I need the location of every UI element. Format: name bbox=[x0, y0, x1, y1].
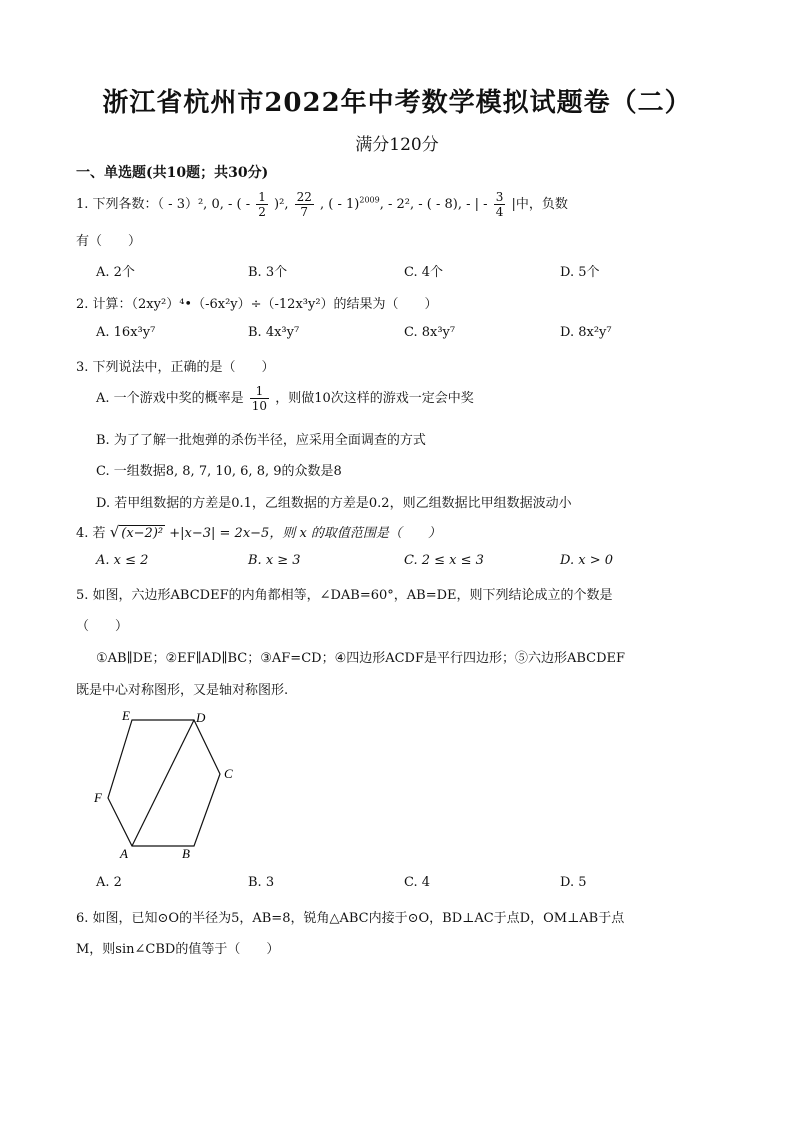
q1-option-c: C. 4个 bbox=[404, 265, 444, 280]
q2-option-b: B. 4x³y⁷ bbox=[248, 325, 300, 340]
q6-line2: M，则sin∠CBD的值等于（ ） bbox=[76, 942, 280, 957]
q4-option-c: C. 2 ≤ x ≤ 3 bbox=[404, 553, 484, 568]
q4-option-b: B. x ≥ 3 bbox=[248, 553, 301, 568]
hexagon-figure bbox=[86, 706, 246, 862]
q5-option-a: A. 2 bbox=[96, 875, 122, 890]
q1-text-mid1: )², bbox=[274, 197, 293, 212]
question-6: 6. 如图，已知⊙O的半径为5，AB=8，锐角△ABC内接于⊙O，BD⊥AC于点D，OM⊥AB于点 bbox=[76, 911, 625, 926]
question-2: 2. 计算：（2xy²）⁴•（-6x²y）÷（-12x³y²）的结果为（ ） bbox=[76, 297, 438, 312]
question-1 bbox=[76, 190, 568, 219]
label-b: B bbox=[182, 846, 190, 861]
hexagon-outline bbox=[108, 720, 220, 846]
q5-option-c: C. 4 bbox=[404, 875, 431, 890]
label-c: C bbox=[224, 766, 233, 781]
q3-option-d: D. 若甲组数据的方差是0.1，乙组数据的方差是0.2，则乙组数据比甲组数据波动小 bbox=[96, 496, 572, 511]
q1-exponent: 2009 bbox=[359, 195, 380, 205]
q4-sqrt: (x−2)² bbox=[121, 526, 164, 541]
q5-line2: （ ） bbox=[76, 619, 129, 634]
q1-line2: 有（ ） bbox=[76, 234, 142, 249]
q1-text-mid2: , ( - 1) bbox=[320, 197, 360, 212]
section-heading: 一、单选题(共10题；共30分) bbox=[76, 165, 269, 181]
question-4: 4. 若 √ (x−2)² +|x−3| = 2x−5，则 x 的取值范围是（ ） bbox=[76, 523, 441, 541]
q3-option-a: A. 一个游戏中奖的概率是 $\frac{1}{10}$ ，则做10次这样的游戏一定会中奖 bbox=[96, 384, 474, 413]
q1-text-post: |中，负数 bbox=[511, 197, 568, 212]
q3-fraction: $\frac{1}{10}$ bbox=[251, 384, 268, 413]
q5-statements: ①AB∥DE；②EF∥AD∥BC；③AF=CD；④四边形ACDF是平行四边形；⑤六边形ABCDEF bbox=[96, 651, 626, 666]
diagonal-ad bbox=[132, 720, 194, 846]
label-f: F bbox=[94, 790, 102, 805]
q1-option-d: D. 5个 bbox=[560, 265, 600, 280]
q5-option-d: D. 5 bbox=[560, 875, 587, 890]
q1-option-a: A. 2个 bbox=[96, 265, 135, 280]
q1-option-b: B. 3个 bbox=[248, 265, 288, 280]
q4-option-a: A. x ≤ 2 bbox=[96, 553, 149, 568]
q2-option-a: A. 16x³y⁷ bbox=[96, 325, 156, 340]
q2-option-d: D. 8x²y⁷ bbox=[560, 325, 612, 340]
q3-option-b: B. 为了了解一批炮弹的杀伤半径，应采用全面调查的方式 bbox=[96, 433, 426, 448]
label-e: E bbox=[122, 708, 130, 723]
q1-text-pre: 下列各数：（ - 3）², 0, - ( - bbox=[92, 197, 251, 212]
q4-option-d: D. x > 0 bbox=[560, 553, 613, 568]
full-score: 满分120分 bbox=[355, 135, 439, 155]
q5-line4: 既是中心对称图形，又是轴对称图形. bbox=[76, 683, 289, 698]
q3-option-c: C. 一组数据8, 8, 7, 10, 6, 8, 9的众数是8 bbox=[96, 464, 342, 479]
question-3: 3. 下列说法中，正确的是（ ） bbox=[76, 360, 275, 375]
q1-number: 1. bbox=[76, 197, 89, 212]
q1-fraction-1: $\frac{1}{2}$ bbox=[258, 190, 266, 219]
page-title: 浙江省杭州市2022年中考数学模拟试题卷（二） bbox=[102, 88, 692, 118]
q1-fraction-3: $\frac{3}{4}$ bbox=[495, 190, 504, 219]
label-d: D bbox=[196, 710, 206, 725]
label-a: A bbox=[120, 846, 128, 861]
q2-option-c: C. 8x³y⁷ bbox=[404, 325, 456, 340]
q1-text-mid3: , - 2², - ( - 8), - | - bbox=[379, 197, 488, 212]
q5-option-b: B. 3 bbox=[248, 875, 275, 890]
question-5: 5. 如图，六边形ABCDEF的内角都相等，∠DAB=60°，AB=DE，则下列结论成立的个数是 bbox=[76, 588, 613, 603]
q1-fraction-2: $\frac{22}{7}$ bbox=[296, 190, 312, 219]
